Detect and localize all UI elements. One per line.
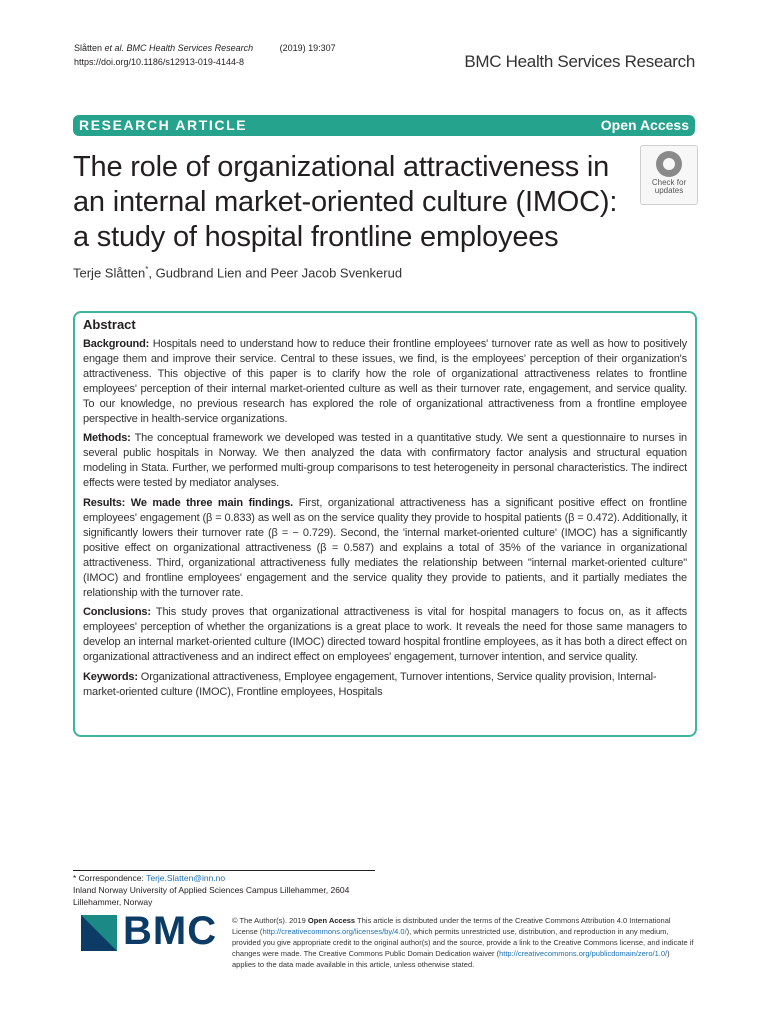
author-first: Terje Slåtten: [73, 265, 146, 281]
license-url-by[interactable]: http://creativecommons.org/licenses/by/4.0/: [262, 927, 407, 936]
abstract-keywords: [83, 670, 687, 700]
footnote-divider: [73, 870, 375, 871]
citation-authors: Slåtten: [74, 43, 103, 53]
journal-name: BMC Health Services Research: [464, 52, 695, 71]
license-statement: [232, 915, 694, 970]
section-label: Keywords:: [83, 671, 138, 684]
badge-text-line2: updates: [654, 186, 684, 195]
citation-journal: et al. BMC Health Services Research: [104, 43, 254, 53]
article-type-label: RESEARCH ARTICLE: [79, 117, 248, 133]
check-for-updates-badge[interactable]: [640, 145, 698, 205]
abstract-methods: [83, 431, 687, 491]
correspondence-email[interactable]: Terje.Slatten@inn.no: [146, 873, 226, 883]
crossmark-icon: [656, 151, 682, 177]
citation-line: [74, 41, 336, 55]
citation-header: [74, 41, 336, 69]
license-open-access: Open Access: [307, 916, 356, 925]
bmc-logo: [81, 909, 218, 955]
author-list: [73, 265, 402, 280]
badge-text-line1: Check for: [651, 178, 687, 187]
abstract-background: [83, 337, 687, 426]
abstract-box: [73, 311, 697, 737]
article-type-banner: [73, 115, 695, 136]
license-part2: ), which permits unrestricted use, distribution, and reproduction in any medium, provided you give appropriate credit to the original author(s) and the source, provide a link to the Creative Commons license, and indicate if changes were made. The Creative Commons Public Domain Dedication waiver (: [232, 927, 694, 958]
section-label: Results: We made three main findings.: [83, 497, 294, 510]
correspondence-footnote: [73, 872, 349, 908]
license-url-zero[interactable]: http://creativecommons.org/publicdomain/zero/1.0/: [499, 949, 668, 958]
bmc-logo-triangle: [81, 915, 117, 951]
section-text: First, organizational attractiveness has a significant positive effect on frontline employees' engagement (β = 0.833) as well as on the service quality they provide to hospital patients (β = 0.472). Additionally, it significantly lowers their turnover rate (β = − 0.729). Second, the 'internal market-oriented culture' (IMOC) has a significantly positive effect on organizational attractiveness (β = 0.587) and explains a total of 35% of the variance in organizational attractiveness. Third, organizational attractiveness fully mediates the relationship between "internal market-oriented culture" (IMOC) and frontline employees' engagement and the service quality they provide to patients, and it partially mediates the relationship with the turnover rate.: [83, 497, 687, 599]
section-label: Conclusions:: [83, 606, 151, 619]
affiliation-line1: Inland Norway University of Applied Sciences Campus Lillehammer, 2604: [73, 885, 350, 895]
article-title: The role of organizational attractiveness in an internal market-oriented culture (IMOC): a study of hospital frontline employees: [73, 151, 618, 253]
correspondence-prefix: * Correspondence:: [73, 873, 147, 883]
affiliation-line2: Lillehammer, Norway: [73, 897, 153, 907]
citation-year: (2019) 19:307: [279, 43, 336, 53]
section-text: Hospitals need to understand how to reduce their frontline employees' turnover rate as well as how to positively engage them and improve their service. Central to these issues, we find, is the employees' perception of their organization's attractiveness. This objective of this paper is to clarify how the role of organizational attractiveness relates to frontline employees' perception of their internal market-oriented culture as well as their turnover rate, engagement, and service quality. To our knowledge, no previous research has explored the role of organizational attractiveness from a frontline employee perspective in health-service organizations.: [83, 338, 688, 425]
doi-link[interactable]: https://doi.org/10.1186/s12913-019-4144-8: [74, 57, 244, 67]
abstract-heading: Abstract: [83, 317, 136, 332]
bmc-logo-text: BMC: [123, 909, 218, 953]
corresponding-mark: *: [145, 265, 149, 274]
section-text: This study proves that organizational attractiveness is vital for hospital managers to focus on, as it affects employees' perception of whether the organizations is a great place to work. It reveals the need for those same managers to develop an internal market-oriented culture (IMOC) directed toward hospital frontline employees, as it has both a direct effect on organizational attractiveness and an indirect effect on employees' engagement, turnover intention, and service quality.: [83, 606, 687, 664]
section-text: The conceptual framework we developed was tested in a quantitative study. We sent a questionnaire to nurses in several public hospitals in Norway. We then analyzed the data with confirmatory factor analysis and structural equation modeling in Stata. Further, we performed multi-group comparisons to test heterogeneity in personal characteristics. The indirect effects were tested by mediator analyses.: [83, 432, 687, 490]
abstract-results: [83, 496, 687, 600]
section-text: Organizational attractiveness, Employee engagement, Turnover intentions, Service quality provision, Internal-market-oriented culture (IMOC), Frontline employees, Hospitals: [83, 671, 657, 698]
open-access-label: Open Access: [600, 117, 689, 133]
license-part3: ) applies to the data made available in this article, unless otherwise stated.: [232, 949, 670, 969]
abstract-conclusions: [83, 605, 687, 665]
license-part1: This article is distributed under the terms of the Creative Commons Attribution 4.0 International License (: [232, 916, 671, 936]
author-rest: , Gudbrand Lien and Peer Jacob Svenkerud: [148, 265, 403, 281]
section-label: Background:: [83, 338, 150, 350]
license-prefix: © The Author(s). 2019: [232, 916, 308, 925]
section-label: Methods:: [83, 432, 131, 445]
